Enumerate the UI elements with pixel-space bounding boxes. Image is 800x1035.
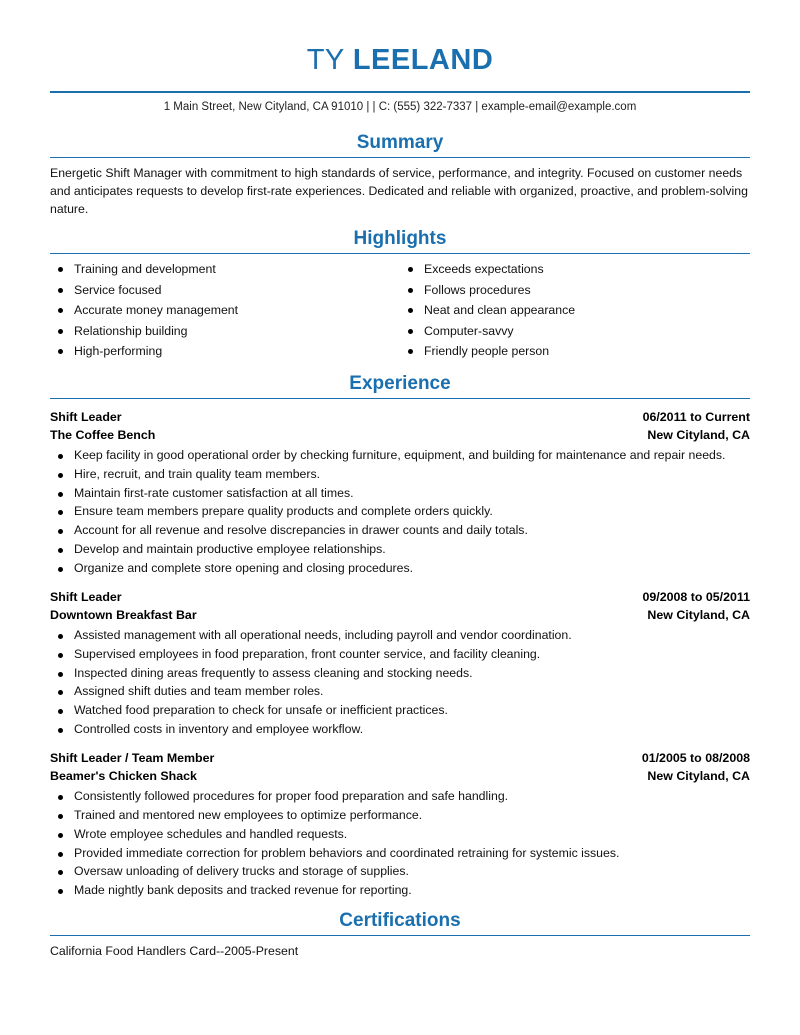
first-name: TY bbox=[306, 44, 353, 76]
list-item: Training and development bbox=[50, 260, 400, 278]
job-company: Downtown Breakfast Bar bbox=[50, 608, 197, 623]
list-item: Trained and mentored new employees to optimize performance. bbox=[50, 807, 750, 825]
job-location: New Cityland, CA bbox=[647, 769, 750, 784]
job-company-row bbox=[50, 426, 750, 445]
list-item: Oversaw unloading of delivery trucks and storage of supplies. bbox=[50, 863, 750, 881]
last-name: LEELAND bbox=[352, 44, 494, 76]
section-summary bbox=[50, 132, 750, 218]
job-role: Shift Leader / Team Member bbox=[50, 750, 215, 765]
experience-body bbox=[50, 399, 750, 900]
list-item: Assisted management with all operational needs, including payroll and vendor coordination. bbox=[50, 627, 750, 645]
section-certifications bbox=[50, 910, 750, 958]
job-bullets bbox=[50, 627, 750, 739]
highlights-body bbox=[50, 254, 750, 362]
candidate-name bbox=[50, 44, 750, 77]
section-title-highlights: Highlights bbox=[353, 228, 447, 250]
list-item: Assigned shift duties and team member roles. bbox=[50, 683, 750, 701]
list-item: Inspected dining areas frequently to assess cleaning and stocking needs. bbox=[50, 665, 750, 683]
job-bullets bbox=[50, 447, 750, 578]
job-role-row bbox=[50, 408, 750, 427]
list-item: Organize and complete store opening and closing procedures. bbox=[50, 560, 750, 578]
list-item: Hire, recruit, and train quality team members. bbox=[50, 466, 750, 484]
job-company-row bbox=[50, 606, 750, 625]
job-dates: 09/2008 to 05/2011 bbox=[642, 589, 750, 604]
list-item: High-performing bbox=[50, 342, 400, 360]
job-role-row bbox=[50, 588, 750, 607]
list-item: Maintain first-rate customer satisfaction at all times. bbox=[50, 485, 750, 503]
job-role: Shift Leader bbox=[50, 409, 122, 424]
section-title-summary: Summary bbox=[356, 132, 444, 153]
list-item: Supervised employees in food preparation, front counter service, and facility cleaning. bbox=[50, 646, 750, 664]
list-item: Neat and clean appearance bbox=[400, 301, 750, 319]
job-role: Shift Leader bbox=[50, 589, 122, 604]
section-title-certifications: Certifications bbox=[339, 910, 461, 932]
job-bullets bbox=[50, 788, 750, 900]
job-company: The Coffee Bench bbox=[50, 428, 156, 443]
list-item: Controlled costs in inventory and employee workflow. bbox=[50, 721, 750, 739]
job-dates: 01/2005 to 08/2008 bbox=[641, 750, 750, 765]
list-item: Friendly people person bbox=[400, 342, 750, 360]
highlights-list-left bbox=[50, 260, 400, 360]
job-company: Beamer's Chicken Shack bbox=[50, 769, 197, 784]
section-experience bbox=[50, 373, 750, 900]
certifications-text: California Food Handlers Card--2005-Present bbox=[50, 944, 299, 959]
list-item: Computer-savvy bbox=[400, 322, 750, 340]
highlights-column-right bbox=[400, 260, 750, 362]
experience-entry bbox=[50, 588, 750, 739]
summary-body bbox=[50, 158, 750, 218]
contact-line: 1 Main Street, New Cityland, CA 91010 | | C: (555) 322-7337 | example-email@example.com bbox=[163, 101, 637, 113]
list-item: Made nightly bank deposits and tracked revenue for reporting. bbox=[50, 882, 750, 900]
highlights-list-right bbox=[400, 260, 750, 360]
list-item: Provided immediate correction for problem behaviors and coordinated retraining for systemic issues. bbox=[50, 845, 750, 863]
list-item: Watched food preparation to check for unsafe or inefficient practices. bbox=[50, 702, 750, 720]
list-item: Follows procedures bbox=[400, 281, 750, 299]
list-item: Ensure team members prepare quality products and complete orders quickly. bbox=[50, 503, 750, 521]
list-item: Account for all revenue and resolve discrepancies in drawer counts and daily totals. bbox=[50, 522, 750, 540]
section-highlights bbox=[50, 228, 750, 362]
summary-text: Energetic Shift Manager with commitment to high standards of service, performance, and integrity. Focused on customer needs and anticipates requests to develop first-rate experiences. Dedicated and reliable with organized, proactive, and problem-solving nature. bbox=[50, 166, 748, 216]
job-location: New Cityland, CA bbox=[647, 608, 750, 623]
experience-entry bbox=[50, 749, 750, 900]
highlights-column-left bbox=[50, 260, 400, 362]
list-item: Keep facility in good operational order by checking furniture, equipment, and building for maintenance and repair needs. bbox=[50, 447, 750, 465]
list-item: Develop and maintain productive employee relationships. bbox=[50, 541, 750, 559]
job-location: New Cityland, CA bbox=[647, 428, 750, 443]
list-item: Accurate money management bbox=[50, 301, 400, 319]
job-dates: 06/2011 to Current bbox=[642, 409, 750, 424]
list-item: Wrote employee schedules and handled requests. bbox=[50, 826, 750, 844]
list-item: Consistently followed procedures for proper food preparation and safe handling. bbox=[50, 788, 750, 806]
job-company-row bbox=[50, 767, 750, 786]
list-item: Service focused bbox=[50, 281, 400, 299]
job-role-row bbox=[50, 749, 750, 768]
list-item: Exceeds expectations bbox=[400, 260, 750, 278]
list-item: Relationship building bbox=[50, 322, 400, 340]
section-title-experience: Experience bbox=[349, 372, 451, 394]
experience-entry bbox=[50, 408, 750, 578]
